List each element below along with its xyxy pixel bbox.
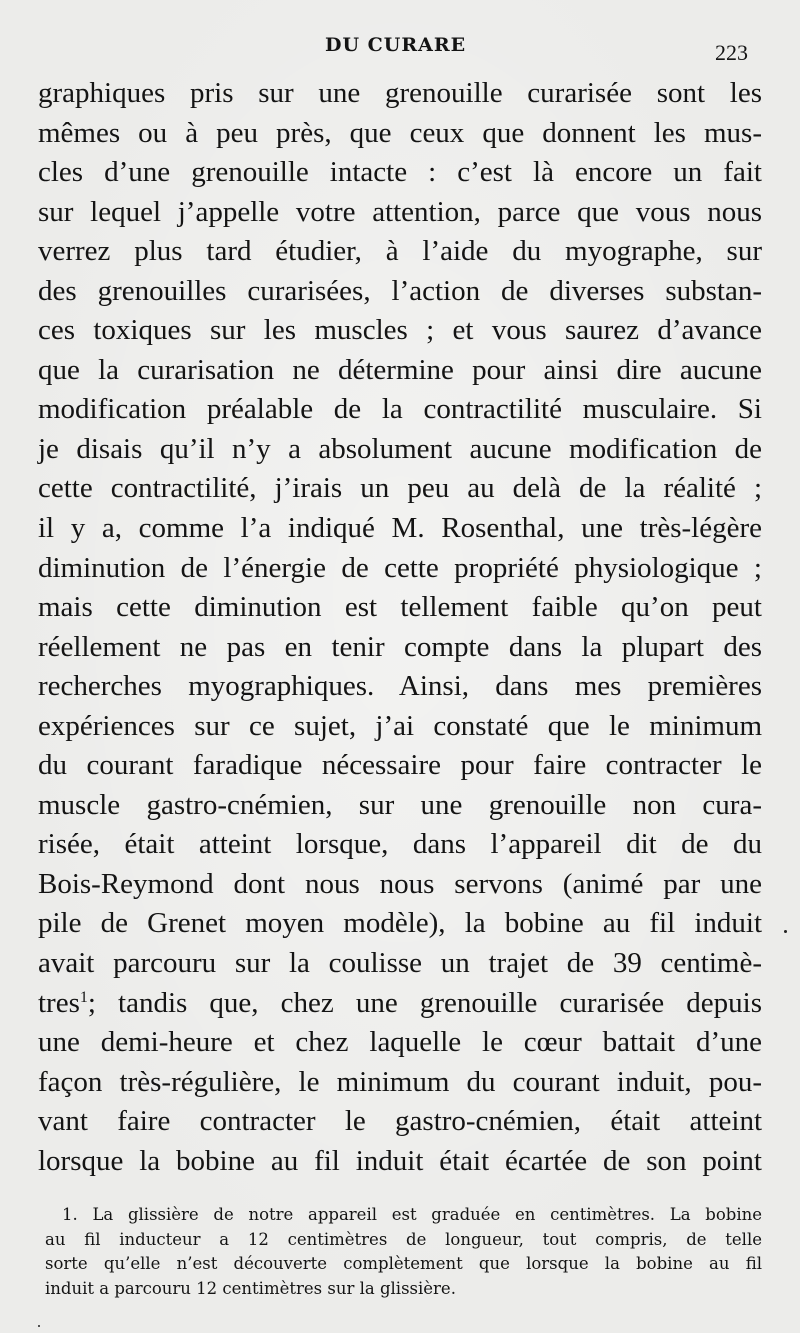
text-line: cles d’une grenouille intacte : c’est là encore un fait: [38, 156, 762, 189]
ink-speck: [784, 930, 787, 933]
text-line: ces toxiques sur les muscles ; et vous saurez d’avance: [38, 314, 762, 347]
text-line-with-footnote-ref: [38, 984, 762, 1024]
text-line: sur lequel j’appelle votre attention, parce que vous nous: [38, 195, 762, 228]
body-text: [38, 74, 762, 1181]
page-number: 223: [715, 40, 748, 65]
text-line: avait parcouru sur la coulisse un trajet de 39 centimè-: [38, 947, 762, 980]
text-line: expériences sur ce sujet, j’ai constaté que le minimum: [38, 709, 762, 742]
text-line: risée, était atteint lorsque, dans l’appareil dit de du: [38, 828, 762, 861]
footnote-line: au fil inducteur a 12 centimètres de longueur, tout compris, de telle: [45, 1229, 762, 1249]
text-line: cette contractilité, j’irais un peu au delà de la réalité ;: [38, 472, 762, 505]
text-line: du courant faradique nécessaire pour faire contracter le: [38, 749, 762, 782]
ink-speck: [38, 1325, 40, 1327]
text-line: recherches myographiques. Ainsi, dans mes premières: [38, 670, 762, 703]
text-fragment: ; tandis que, chez une grenouille curarisée depuis: [87, 986, 762, 1019]
text-line: vant faire contracter le gastro-cnémien, était atteint: [38, 1105, 762, 1138]
text-fragment: tres: [38, 986, 80, 1019]
text-line: diminution de l’énergie de cette propriété physiologique ;: [38, 551, 762, 584]
text-line: il y a, comme l’a indiqué M. Rosenthal, une très-légère: [38, 512, 762, 545]
footnote-line: sorte qu’elle n’est découverte complètement que lorsque la bobine au fil: [45, 1254, 762, 1273]
text-line: mêmes ou à peu près, que ceux que donnent les mus-: [38, 116, 762, 149]
footnote-line: 1. La glissière de notre appareil est graduée en centimètres. La bobine: [62, 1205, 762, 1224]
text-line: une demi-heure et chez laquelle le cœur battait d’une: [38, 1026, 762, 1059]
text-line: pile de Grenet moyen modèle), la bobine au fil induit: [38, 907, 762, 940]
text-line: Bois-Reymond dont nous nous servons (animé par une: [38, 867, 762, 900]
text-line: modification préalable de la contractilité musculaire. Si: [38, 393, 762, 426]
text-line: des grenouilles curarisées, l’action de diverses substan-: [38, 274, 762, 307]
footnote-reference[interactable]: 1: [79, 988, 88, 1006]
text-line: mais cette diminution est tellement faible qu’on peut: [38, 591, 762, 624]
text-line: je disais qu’il n’y a absolument aucune modification de: [38, 432, 762, 465]
text-line: lorsque la bobine au fil induit était écartée de son point: [38, 1144, 762, 1177]
footnote: [45, 1203, 762, 1301]
text-line: verrez plus tard étudier, à l’aide du myographe, sur: [38, 235, 762, 268]
text-line: que la curarisation ne détermine pour ainsi dire aucune: [38, 353, 762, 386]
running-head: [0, 34, 800, 64]
text-line: réellement ne pas en tenir compte dans la plupart des: [38, 630, 762, 663]
text-line: graphiques pris sur une grenouille curarisée sont les: [38, 77, 762, 109]
footnote-line: induit a parcouru 12 centimètres sur la glissière.: [45, 1278, 456, 1298]
text-line: façon très-régulière, le minimum du courant induit, pou-: [38, 1065, 762, 1098]
chapter-title: DU CURARE: [325, 34, 467, 56]
text-line: muscle gastro-cnémien, sur une grenouille non cura-: [38, 788, 762, 821]
